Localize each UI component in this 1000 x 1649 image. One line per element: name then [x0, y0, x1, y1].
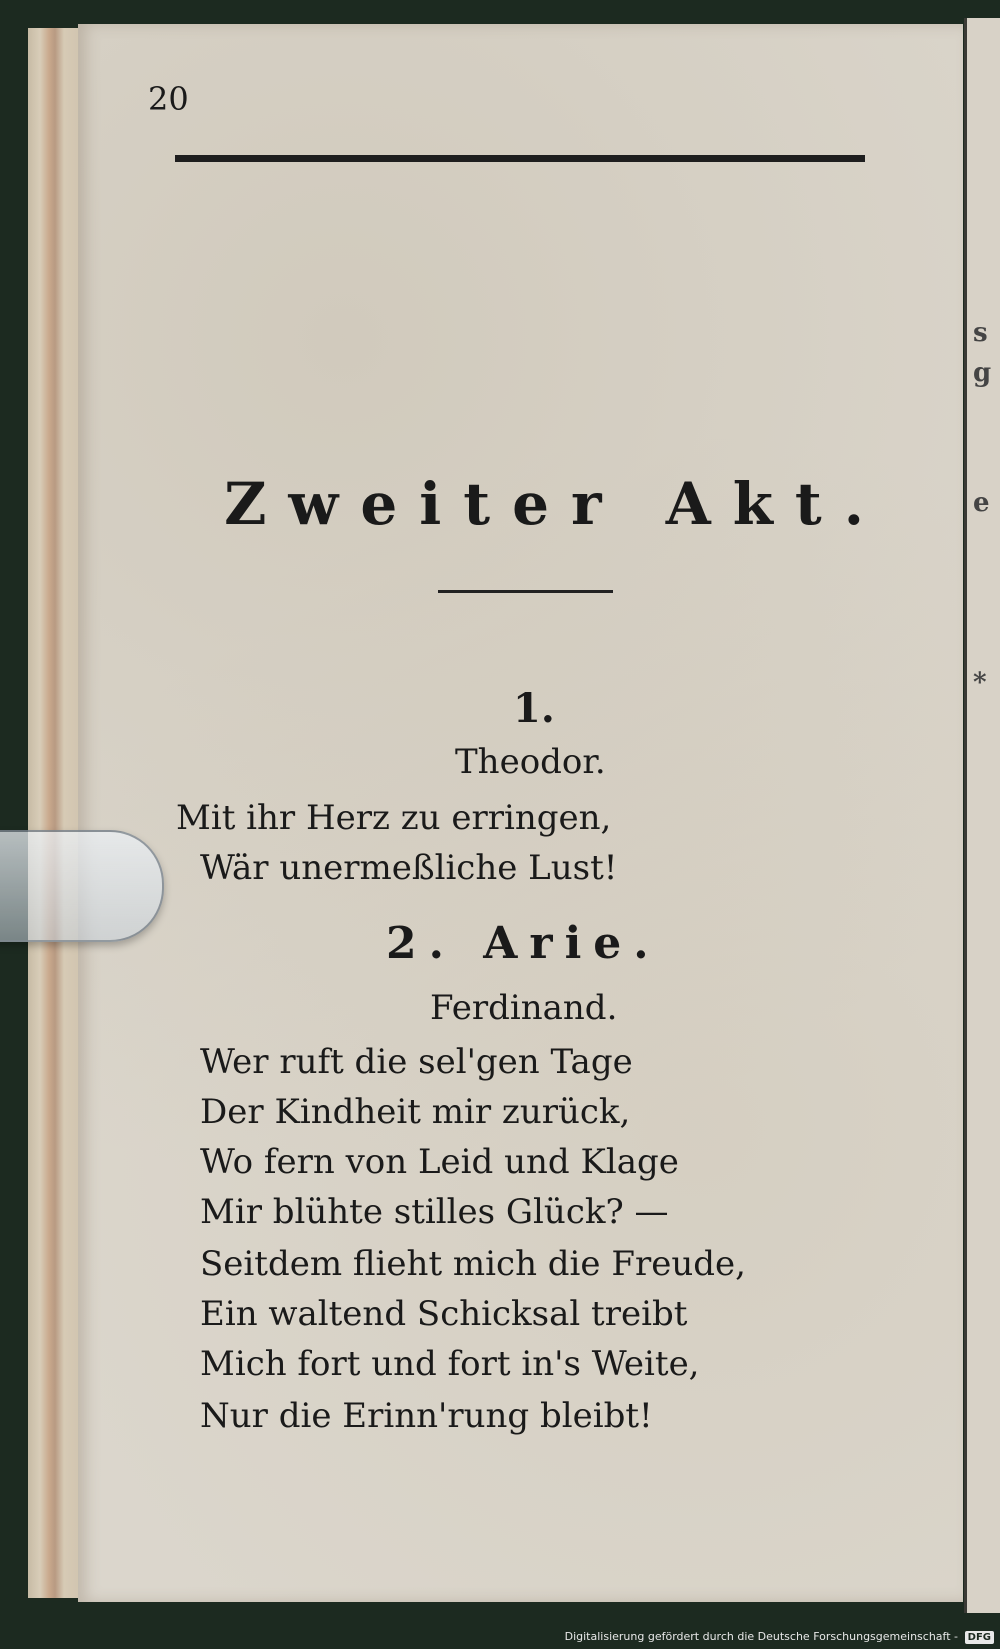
next-page-glyph: *: [973, 668, 987, 698]
header-rule: [175, 155, 865, 162]
footer-credit: Digitalisierung gefördert durch die Deutsche Forschungsgemeinschaft -: [564, 1630, 958, 1643]
verse-line: Ein waltend Schicksal treibt: [200, 1294, 688, 1334]
speaker-name: Theodor.: [455, 742, 606, 782]
next-page-glyph: s: [973, 318, 988, 348]
verse-line: Wär unermeßliche Lust!: [200, 848, 618, 888]
dfg-logo-icon: DFG: [965, 1631, 994, 1644]
page-number: 20: [148, 80, 189, 118]
next-page-edge: [964, 18, 1000, 1613]
verse-line: Mir blühte stilles Glück? —: [200, 1192, 669, 1232]
page-clip: [0, 830, 164, 942]
verse-line: Der Kindheit mir zurück,: [200, 1092, 631, 1132]
verse-line: Mich fort und fort in's Weite,: [200, 1344, 700, 1384]
section-number: 1.: [513, 685, 555, 732]
verse-line: Nur die Erinn'rung bleibt!: [200, 1396, 653, 1436]
verse-line: Mit ihr Herz zu erringen,: [176, 798, 612, 838]
speaker-name: Ferdinand.: [430, 988, 618, 1028]
next-page-glyph: e: [973, 488, 990, 518]
verse-line: Wo fern von Leid und Klage: [200, 1142, 679, 1182]
aria-heading: 2. Arie.: [386, 918, 661, 969]
verse-line: Wer ruft die sel'gen Tage: [200, 1042, 633, 1082]
next-page-glyph: g: [973, 358, 992, 388]
verse-line: Seitdem flieht mich die Freude,: [200, 1244, 746, 1284]
title-divider: [438, 590, 613, 593]
act-title: Zweiter Akt.: [224, 470, 886, 538]
